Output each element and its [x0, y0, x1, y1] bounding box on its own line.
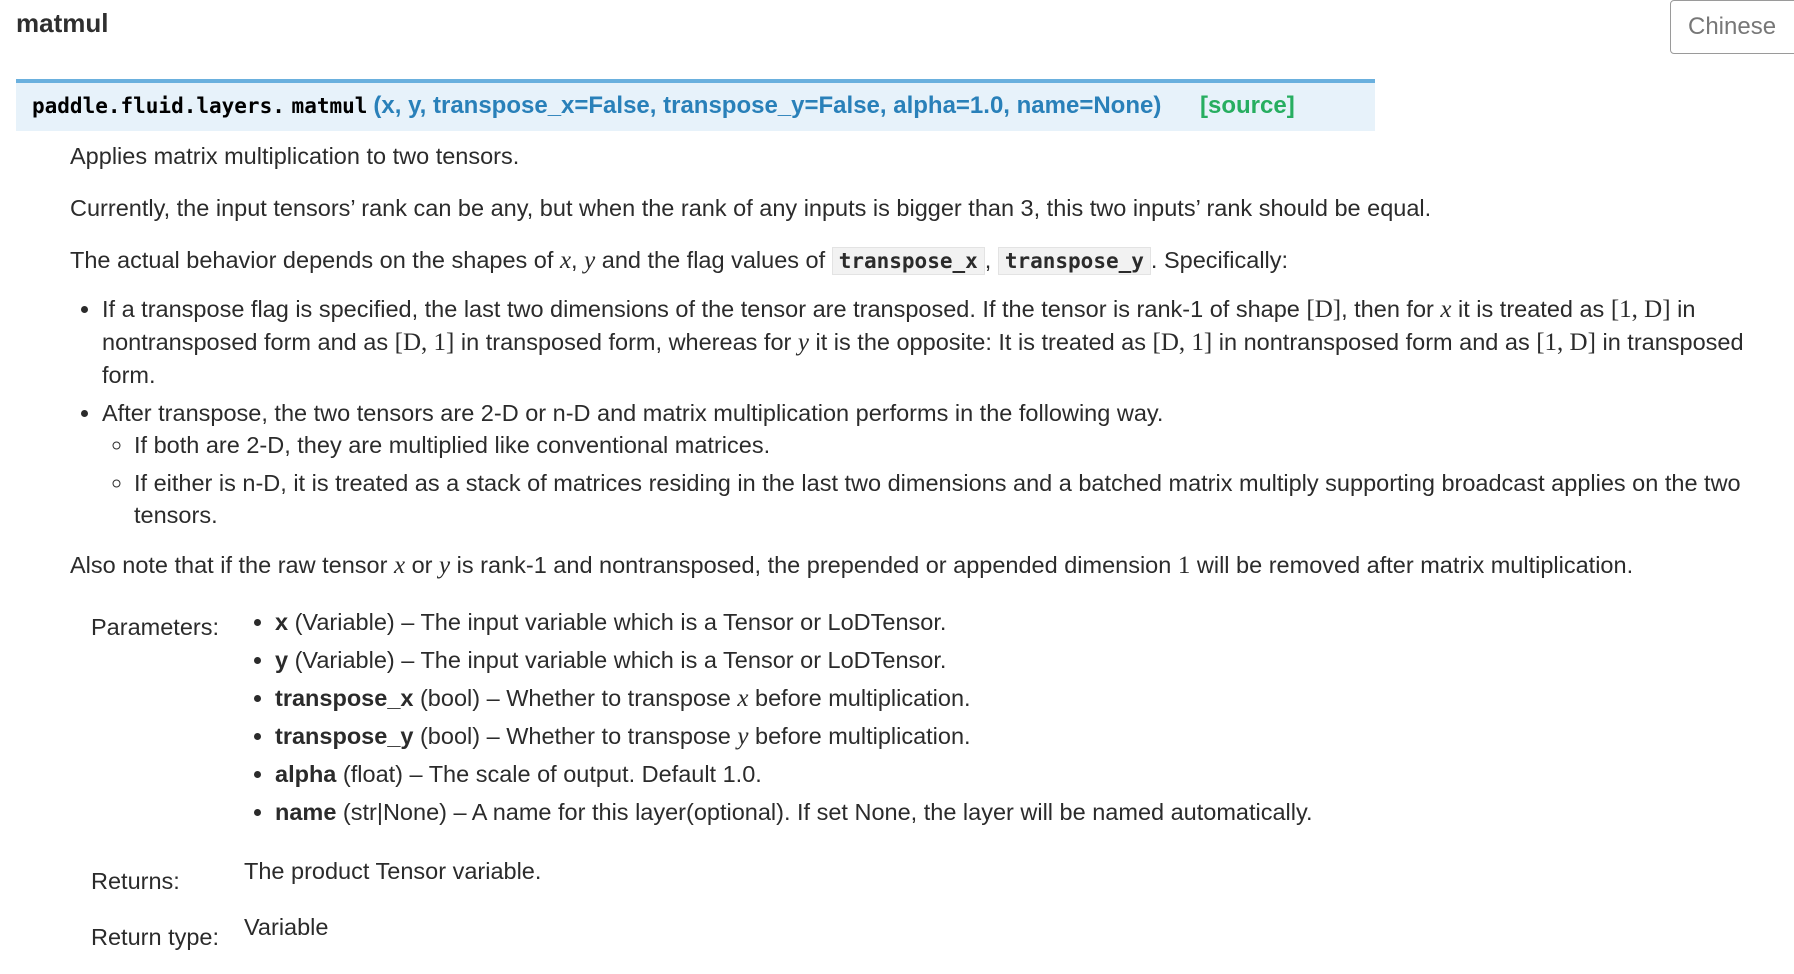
- description: [70, 140, 1780, 602]
- rank-paragraph: Currently, the input tensors’ rank can be any, but when the rank of any inputs is bigger than 3, this two inputs’ rank should be equal.: [70, 195, 1432, 221]
- source-link[interactable]: [source]: [1200, 92, 1295, 119]
- list-item: • If a transpose flag is specified, the last two dimensions of the tensor are transposed. If the tensor is rank-1 of shape [D], then for x it is treated as [1, D] in nontransposed form and as [D, 1] in transposed form, whereas for y it is the opposite: It is treated as [D, 1] in nontransposed form and as [1, D] in transposed form.: [102, 293, 1780, 391]
- parameters-list: [243, 606, 1313, 834]
- returns-value: The product Tensor variable.: [244, 858, 542, 884]
- list-item: • x (Variable) – The input variable which is a Tensor or LoDTensor.: [275, 606, 1313, 644]
- returns-label: Returns:: [91, 868, 180, 894]
- note-paragraph: Also note that if the raw tensor x or y is rank-1 and nontransposed, the prepended or appended dimension 1 will be removed after matrix multiplication.: [70, 552, 1634, 579]
- parameters-label: Parameters:: [91, 614, 219, 640]
- list-item: • After transpose, the two tensors are 2-D or n-D and matrix multiplication performs in the following way. ◦ If both are 2-D, they are multiplied like conventional matrices. ◦ If either is n-D, it is treated as a stack of matrices residing in the last two dimensions and a batched matrix multiply supporting broadcast applies on the two tensors.: [102, 397, 1780, 531]
- signature-params: (x, y, transpose_x=False, transpose_y=False, alpha=1.0, name=None): [373, 92, 1162, 119]
- list-item: ◦ If both are 2-D, they are multiplied like conventional matrices.: [134, 429, 1780, 461]
- chinese-language-button[interactable]: Chinese: [1670, 0, 1794, 54]
- return-type-value: Variable: [244, 914, 329, 940]
- list-item: • transpose_x (bool) – Whether to transpose x before multiplication.: [275, 682, 1313, 720]
- function-signature: [16, 79, 1375, 131]
- list-item: • name (str|None) – A name for this layer(optional). If set None, the layer will be named automatically.: [275, 796, 1313, 834]
- transpose-y-code: transpose_y: [998, 247, 1151, 275]
- intro-paragraph: Applies matrix multiplication to two tensors.: [70, 143, 520, 169]
- list-item: • y (Variable) – The input variable which is a Tensor or LoDTensor.: [275, 644, 1313, 682]
- signature-module: paddle.fluid.layers.: [32, 94, 285, 118]
- page-title: matmul: [16, 8, 109, 38]
- list-item: ◦ If either is n-D, it is treated as a stack of matrices residing in the last two dimensions and a batched matrix multiply supporting broadcast applies on the two tensors.: [134, 467, 1780, 531]
- behavior-list: [70, 293, 1780, 531]
- list-item: • transpose_y (bool) – Whether to transpose y before multiplication.: [275, 720, 1313, 758]
- list-item: • alpha (float) – The scale of output. Default 1.0.: [275, 758, 1313, 796]
- return-type-label: Return type:: [91, 924, 220, 950]
- signature-name: matmul: [291, 94, 368, 118]
- transpose-x-code: transpose_x: [832, 247, 985, 275]
- behavior-paragraph: The actual behavior depends on the shapes of x, y and the flag values of transpose_x , transpose_y . Specifically:: [70, 247, 1289, 274]
